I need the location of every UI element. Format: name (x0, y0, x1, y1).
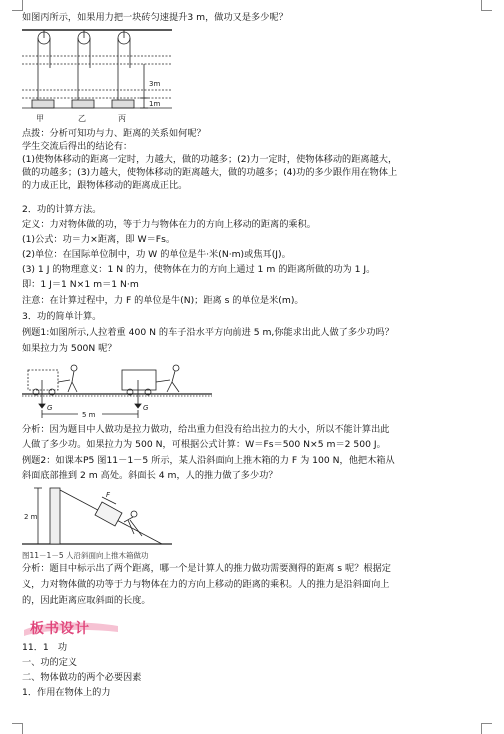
text-line: 点拨：分析可知功与力、距离的关系如何呢？ (22, 128, 206, 139)
label-g-left: G (47, 404, 53, 412)
text-line: (1)使物体移动的距离一定时，力越大，做的功越多；(2)力一定时，使物体移动的距离越大， (22, 154, 398, 165)
pulley-figure (22, 28, 172, 128)
incline-figure (22, 484, 172, 548)
text-line: 一、功的定义 (22, 657, 78, 668)
text-line: 1．作用在物体上的力 (22, 687, 111, 698)
text-line: 11．1 功 (22, 642, 68, 653)
section-banner (22, 616, 122, 638)
text-line: 分析：因为题目中人做功是拉力做功，给出重力但没有给出拉力的大小，所以不能计算出此 (22, 424, 390, 435)
text-line: 做的功越多；(3)力越大，使物体移动的距离越大，做的功越多；(4)功的多少跟作用在物体上 (22, 167, 398, 178)
label-yi: 乙 (78, 114, 86, 123)
text-line: (1)公式：功＝力×距离，即 W＝Fs。 (22, 234, 176, 245)
label-bing: 丙 (118, 114, 126, 123)
label-distance: 5 m (82, 411, 96, 419)
text-line: 例题1:如图所示,人拉着重 400 N 的车子沿水平方向前进 5 m,你能求出此人做了多少功吗？ (22, 327, 394, 338)
text-line: 例题2：如课本P5 图11－1－5 所示，某人沿斜面向上推木箱的力 F 为 100 N，他把木箱从 (22, 455, 395, 466)
crop-mark-bottom-right (481, 723, 492, 734)
banner-title: 板书设计 (30, 621, 90, 637)
label-1m: 1m (149, 100, 161, 108)
figure-caption: 图11－1－5 人沿斜面向上推木箱做功 (22, 551, 149, 560)
label-force: F (106, 491, 111, 499)
text-line: 如图丙所示，如果用力把一块砖匀速提升3 m，做功又是多少呢？ (22, 12, 288, 23)
cart-figure (22, 360, 212, 422)
text-line: 2．功的计算方法。 (22, 204, 102, 215)
crop-mark-top-left (12, 0, 23, 11)
crop-mark-top-right (481, 0, 492, 11)
text-line: 注意：在计算过程中，力 F 的单位是牛(N)；距离 s 的单位是米(m)。 (22, 295, 304, 306)
text-line: 定义：力对物体做的功，等于力与物体在力的方向上移动的距离的乘积。 (22, 219, 316, 230)
text-line: 的力成正比，跟物体移动的距离成正比。 (22, 180, 188, 191)
text-line: 斜面底部推到 2 m 高处。斜面长 4 m，人的推力做了多少功？ (22, 470, 278, 481)
text-line: 如果拉力为 500N 呢？ (22, 343, 117, 354)
label-g-right: G (143, 404, 149, 412)
text-line: (2)单位：在国际单位制中，功 W 的单位是牛·米(N·m)或焦耳(J)。 (22, 249, 291, 260)
label-jia: 甲 (36, 114, 44, 123)
text-line: 分析：题目中标示出了两个距离，哪一个是计算人的推力做功需要测得的距离 s 呢？根据定 (22, 563, 391, 574)
text-line: 学生交流后得出的结论有： (22, 141, 133, 152)
text-line: 二、物体做功的两个必要因素 (22, 672, 142, 683)
text-line: 即：1 J＝1 N×1 m＝1 N·m (22, 279, 139, 290)
text-line: 人做了多少功。如果拉力为 500 N，可根据公式计算：W＝Fs＝500 N×5 m＝2 500 J。 (22, 439, 386, 450)
label-height: 2 m (24, 513, 38, 521)
label-3m: 3m (149, 80, 161, 88)
text-line: 的，因此距离应取斜面的长度。 (22, 595, 151, 606)
text-line: (3) 1 J 的物理意义：1 N 的力，使物体在力的方向上通过 1 m 的距离所做的功为 1 J。 (22, 264, 376, 275)
text-line: 3．功的简单计算。 (22, 311, 102, 322)
text-line: 义，力对物体做的功等于力与物体在力的方向上移动的距离的乘积。人的推力是沿斜面向上 (22, 579, 390, 590)
crop-mark-bottom-left (12, 723, 23, 734)
